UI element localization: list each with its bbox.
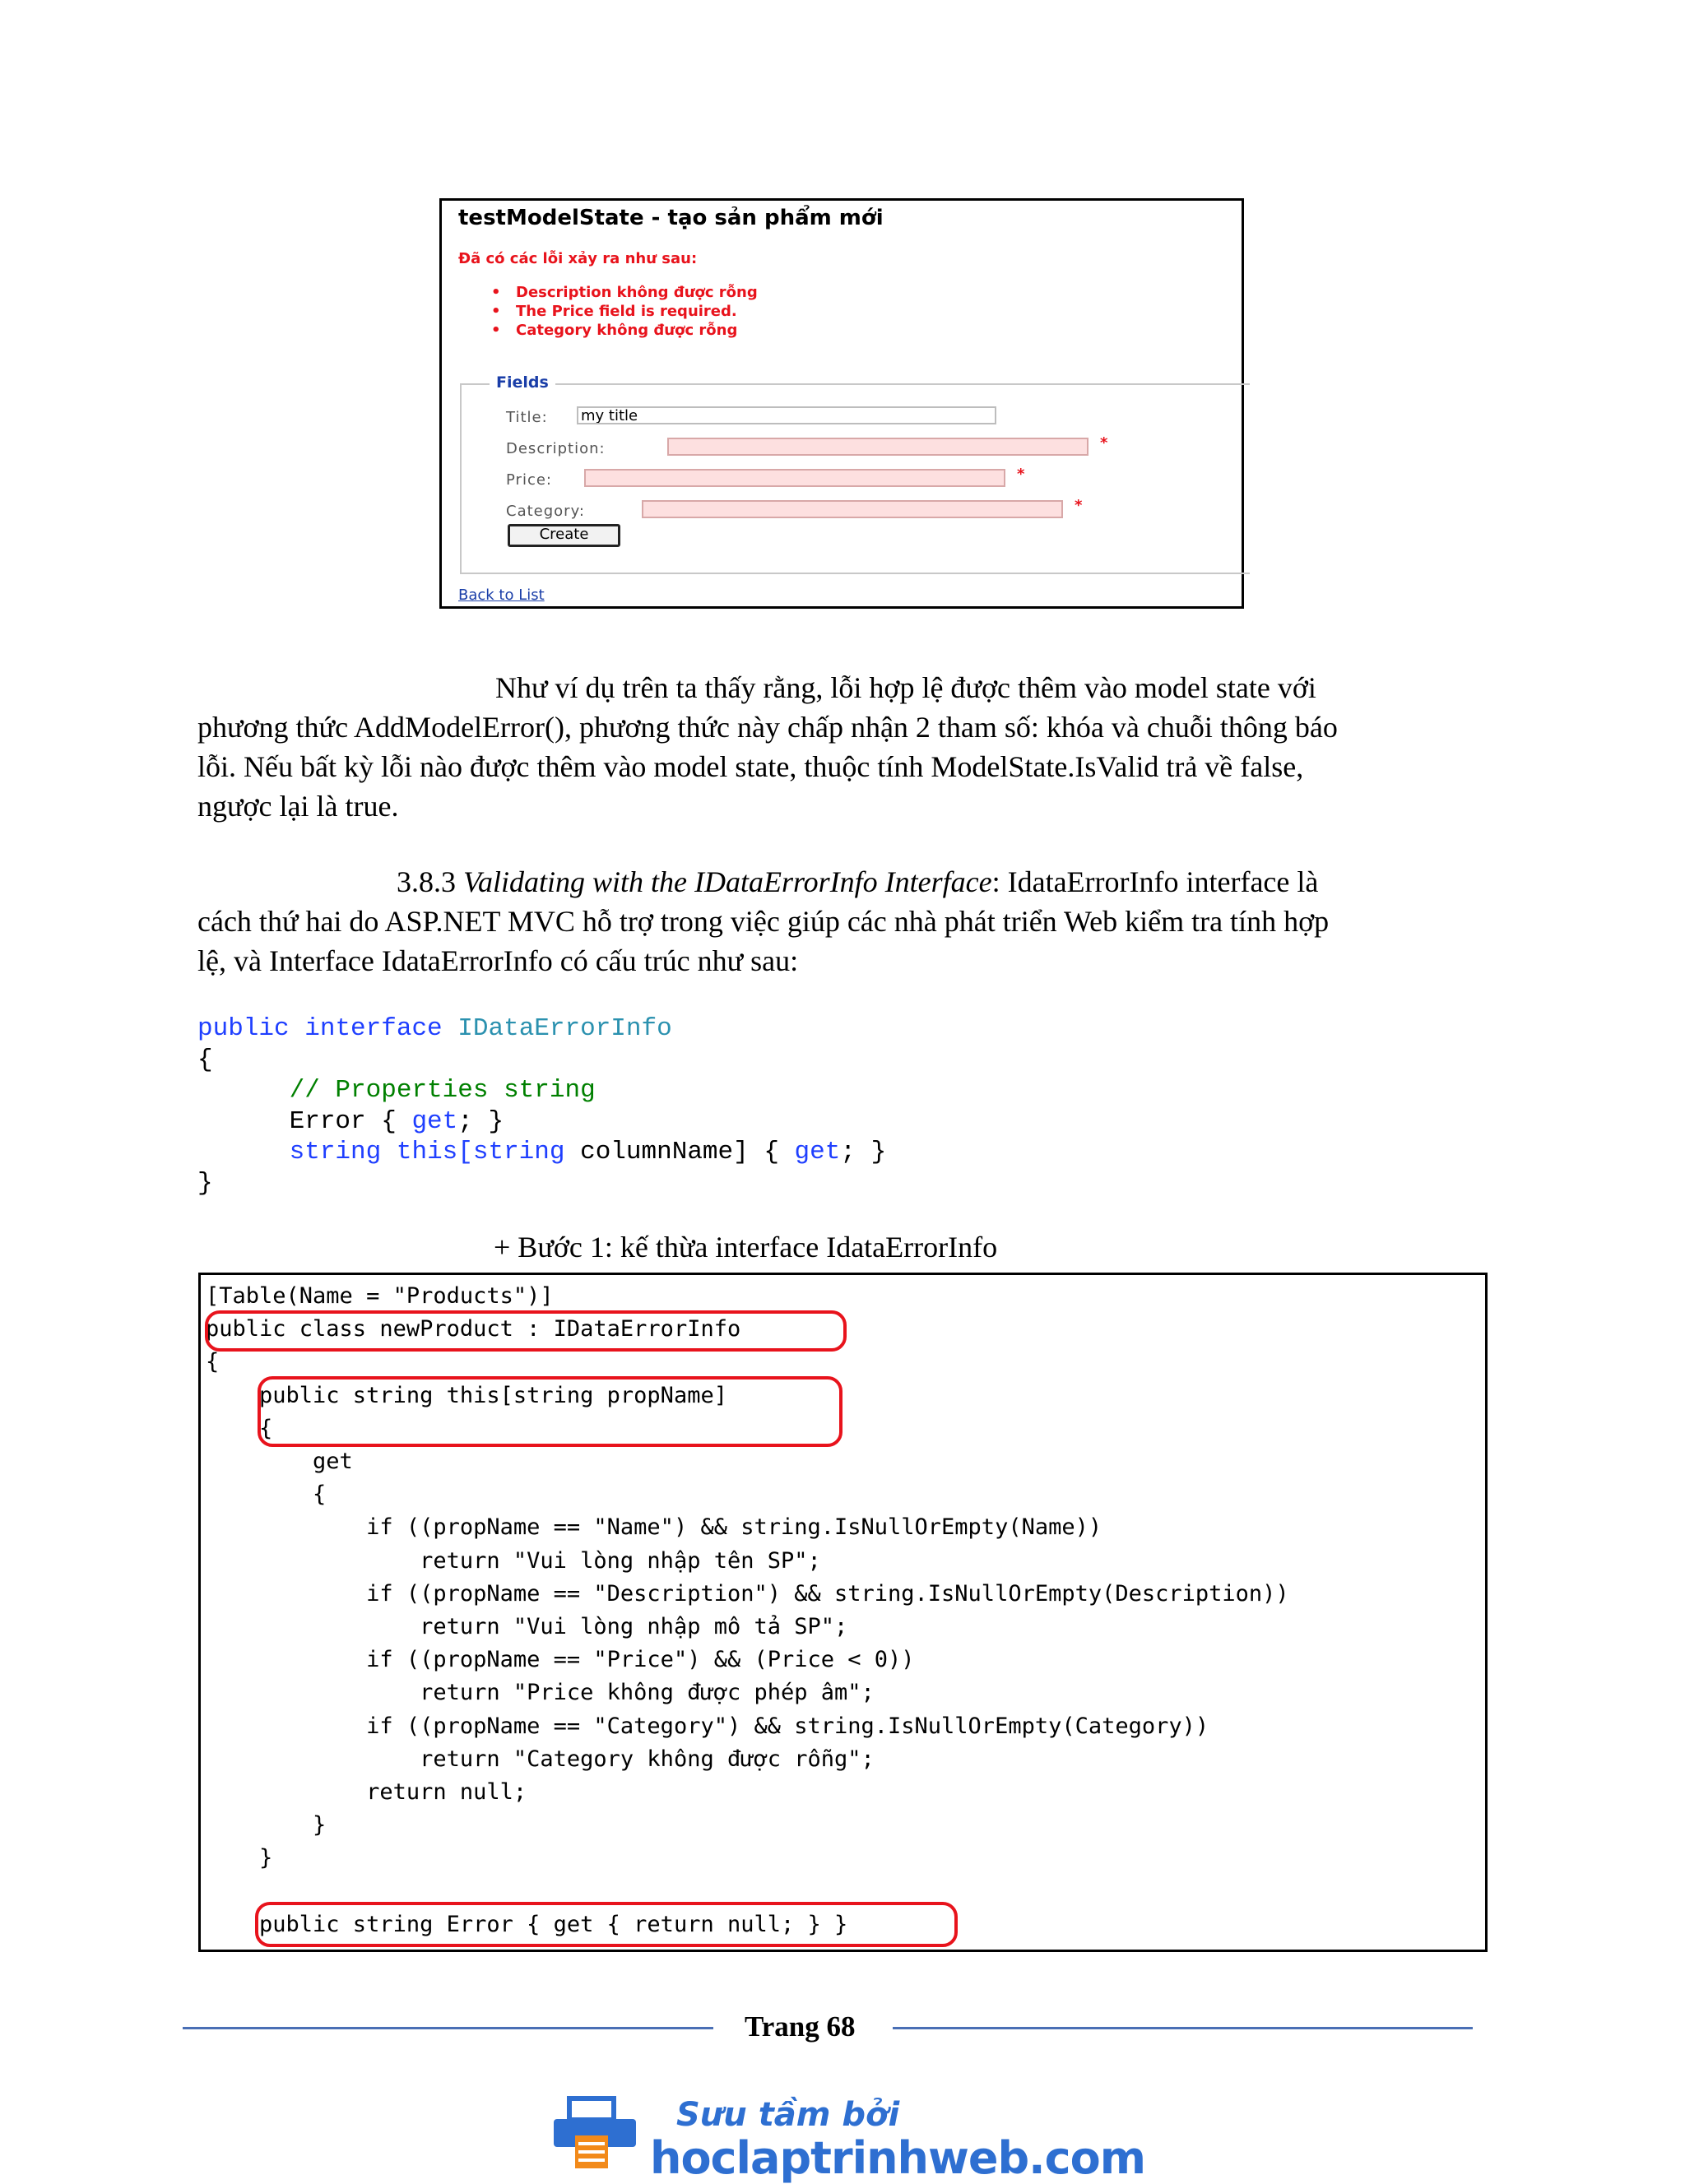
code-line: [Table(Name = "Products")]: [206, 1283, 554, 1309]
text-line: lệ, và Interface IdataErrorInfo có cấu trúc như sau:: [197, 944, 799, 977]
code-line: public string Error { get { return null; } }: [206, 1911, 848, 1937]
price-input[interactable]: [584, 469, 1005, 487]
form-screenshot: [439, 198, 1244, 609]
code-text: ; }: [457, 1106, 504, 1136]
code-keyword: string: [472, 1138, 565, 1166]
description-input[interactable]: [667, 438, 1089, 456]
highlight-error-property: [255, 1902, 958, 1947]
code-line: public class newProduct : IDataErrorInfo: [206, 1316, 741, 1342]
code-line: {: [206, 1349, 220, 1375]
price-label: Price:: [506, 471, 552, 489]
text-line: [197, 862, 1489, 902]
fields-legend: Fields: [490, 373, 555, 392]
footer-rule-right: [893, 2027, 1473, 2029]
category-required-marker: *: [1075, 497, 1083, 514]
back-to-list-link[interactable]: Back to List: [458, 587, 545, 604]
code-line: if ((propName == "Description") && string.IsNullOrEmpty(Description)): [206, 1580, 1289, 1607]
title-label: Title:: [506, 409, 548, 426]
error-item: • Category không được rỗng: [491, 321, 758, 340]
code-line: }: [206, 1812, 327, 1839]
description-required-marker: *: [1100, 434, 1108, 452]
code-line: public string this[string propName]: [206, 1382, 727, 1408]
code-screenshot: [198, 1273, 1488, 1952]
code-keyword: get: [794, 1138, 841, 1166]
code-line: return "Price không được phép âm";: [206, 1680, 875, 1706]
error-list: [491, 283, 758, 340]
code-text: Error {: [289, 1106, 412, 1136]
text-line: Như ví dụ trên ta thấy rằng, lỗi hợp lệ được thêm vào model state với: [495, 671, 1316, 704]
code-text: ; }: [840, 1138, 887, 1166]
category-input[interactable]: [642, 500, 1063, 518]
code-line: {: [206, 1415, 273, 1441]
code-line: return "Category không được rỗng";: [206, 1746, 875, 1772]
code-line: {: [206, 1482, 327, 1508]
code-keyword: get: [411, 1106, 458, 1136]
text-line: cách thứ hai do ASP.NET MVC hỗ trợ trong việc giúp các nhà phát triển Web kiểm tra tính hợp: [197, 905, 1330, 938]
code-comment: // Properties string: [289, 1076, 596, 1105]
page-number: Trang 68: [745, 2010, 856, 2043]
error-heading: Đã có các lỗi xảy ra như sau:: [458, 250, 698, 267]
title-input[interactable]: [577, 406, 996, 424]
code-line: if ((propName == "Price") && (Price < 0)): [206, 1647, 915, 1673]
text-line: lỗi. Nếu bất kỳ lỗi nào được thêm vào model state, thuộc tính ModelState.IsValid trả về false,: [197, 750, 1304, 783]
create-button[interactable]: Create: [508, 524, 620, 547]
paragraph-idataerrorinfo: [197, 862, 1489, 981]
code-line: }: [206, 1845, 273, 1871]
paragraph-modelstate: [197, 668, 1489, 826]
screenshot-title: testModelState - tạo sản phẩm mới: [458, 206, 884, 230]
code-type: IDataErrorInfo: [457, 1014, 672, 1043]
code-line: get: [206, 1449, 353, 1475]
code-brace: }: [197, 1168, 213, 1198]
code-line: return "Vui lòng nhập mô tả SP";: [206, 1614, 848, 1640]
code-text: columnName] {: [564, 1138, 795, 1166]
price-required-marker: *: [1017, 466, 1025, 483]
code-keyword: public: [197, 1014, 290, 1043]
logo-wordmark: hoclaptrinhweb.com: [650, 2132, 1146, 2184]
footer-rule-left: [183, 2027, 713, 2029]
highlight-indexer: [258, 1376, 842, 1447]
highlight-class-declaration: [205, 1310, 847, 1352]
error-item: • Description không được rỗng: [491, 283, 758, 302]
code-keyword: string: [289, 1138, 382, 1166]
code-keyword: interface: [304, 1014, 443, 1043]
logo-tagline: Sưu tầm bởi: [676, 2096, 900, 2134]
code-keyword: this[: [396, 1138, 473, 1166]
code-line: if ((propName == "Category") && string.IsNullOrEmpty(Category)): [206, 1713, 1209, 1739]
interface-code-block: [197, 1013, 886, 1199]
code-line: return "Vui lòng nhập tên SP";: [206, 1547, 821, 1574]
code-line: return null;: [206, 1779, 527, 1806]
text-fragment: : IdataErrorInfo interface là: [991, 865, 1319, 898]
step-1-heading: + Bước 1: kế thừa interface IdataErrorInfo: [494, 1231, 998, 1264]
section-title: Validating with the IDataErrorInfo Interface: [463, 865, 992, 898]
text-line: phương thức AddModelError(), phương thức này chấp nhận 2 tham số: khóa và chuỗi thông báo: [197, 711, 1338, 744]
description-label: Description:: [506, 440, 606, 457]
text-line: ngược lại là true.: [197, 790, 399, 823]
section-number: 3.8.3: [397, 865, 456, 898]
code-brace: {: [197, 1045, 213, 1074]
category-label: Category:: [506, 503, 585, 520]
printer-logo-icon: [554, 2096, 636, 2175]
error-item: • The Price field is required.: [491, 302, 758, 321]
code-line: if ((propName == "Name") && string.IsNullOrEmpty(Name)): [206, 1514, 1102, 1541]
